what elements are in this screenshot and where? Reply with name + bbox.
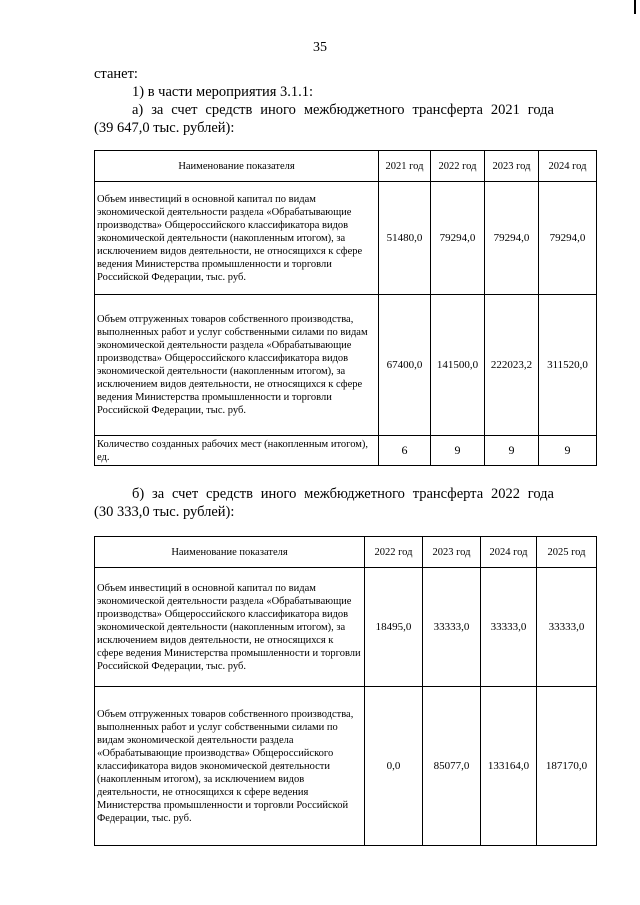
page-number: 35 bbox=[313, 40, 327, 55]
table-b-row-name: Объем инвестиций в основной капитал по видам экономической деятельности раздела «Обрабатывающие производства» Общероссийского классификатора видов экономической деятельности (накопленным итогом), за исключением видов деятельности, не относящихся к сфере ведения Министерства промышленности и торговли Российской Федерации, тыс. руб. bbox=[95, 568, 365, 687]
table-a-cell: 79294,0 bbox=[485, 182, 539, 295]
table-a-cell: 67400,0 bbox=[379, 295, 431, 436]
table-a-header-year: 2024 год bbox=[539, 151, 597, 182]
table-a-cell: 9 bbox=[431, 436, 485, 466]
table-a-header-year: 2023 год bbox=[485, 151, 539, 182]
table-b-cell: 33333,0 bbox=[481, 568, 537, 687]
table-row bbox=[95, 182, 597, 295]
table-a-cell: 6 bbox=[379, 436, 431, 466]
table-b-header-year: 2025 год bbox=[537, 537, 597, 568]
table-a-cell: 51480,0 bbox=[379, 182, 431, 295]
table-b-header-year: 2022 год bbox=[365, 537, 423, 568]
section-a-heading: а) за счет средств иного межбюджетного трансферта 2021 года bbox=[132, 102, 554, 118]
table-b-cell: 187170,0 bbox=[537, 687, 597, 846]
table-a-cell: 141500,0 bbox=[431, 295, 485, 436]
table-a-cell: 222023,2 bbox=[485, 295, 539, 436]
table-a-cell: 9 bbox=[539, 436, 597, 466]
table-a-row-name: Количество созданных рабочих мест (накопленным итогом), ед. bbox=[95, 436, 379, 466]
table-a-cell: 311520,0 bbox=[539, 295, 597, 436]
table-b-header-year: 2023 год bbox=[423, 537, 481, 568]
intro-line-measure: 1) в части мероприятия 3.1.1: bbox=[132, 84, 314, 100]
table-row bbox=[95, 687, 597, 846]
table-b-header-year: 2024 год bbox=[481, 537, 537, 568]
table-b-cell: 18495,0 bbox=[365, 568, 423, 687]
table-b-cell: 33333,0 bbox=[537, 568, 597, 687]
table-row bbox=[95, 436, 597, 466]
section-a-amount: (39 647,0 тыс. рублей): bbox=[94, 120, 235, 136]
table-b-header-name: Наименование показателя bbox=[95, 537, 365, 568]
table-b-row-name: Объем отгруженных товаров собственного производства, выполненных работ и услуг собственными силами по видам экономической деятельности раздела «Обрабатывающие производства» Общероссийского классификатора видов экономической деятельности (накопленным итогом), за исключением видов деятельности, не относящихся к сфере ведения Министерства промышленности и торговли Российской Федерации, тыс. руб. bbox=[95, 687, 365, 846]
table-a-header-year: 2022 год bbox=[431, 151, 485, 182]
scan-edge-mark bbox=[634, 0, 636, 14]
table-b-cell: 133164,0 bbox=[481, 687, 537, 846]
table-a bbox=[94, 150, 597, 466]
table-a-cell: 9 bbox=[485, 436, 539, 466]
table-b-cell: 0,0 bbox=[365, 687, 423, 846]
table-a-row-name: Объем отгруженных товаров собственного производства, выполненных работ и услуг собственными силами по видам экономической деятельности раздела «Обрабатывающие производства» Общероссийского классификатора видов экономической деятельности (накопленным итогом), за исключением видов деятельности, не относящихся к сфере ведения Министерства промышленности и торговли Российской Федерации, тыс. руб. bbox=[95, 295, 379, 436]
table-b-header-row bbox=[95, 537, 597, 568]
table-row bbox=[95, 568, 597, 687]
table-a-header-year: 2021 год bbox=[379, 151, 431, 182]
table-a-cell: 79294,0 bbox=[431, 182, 485, 295]
table-row bbox=[95, 295, 597, 436]
table-b-cell: 85077,0 bbox=[423, 687, 481, 846]
table-a-row-name: Объем инвестиций в основной капитал по видам экономической деятельности раздела «Обрабатывающие производства» Общероссийского классификатора видов экономической деятельности (накопленным итогом), за исключением видов деятельности, не относящихся к сфере ведения Министерства промышленности и торговли Российской Федерации, тыс. руб. bbox=[95, 182, 379, 295]
table-a-cell: 79294,0 bbox=[539, 182, 597, 295]
intro-line-became: станет: bbox=[94, 66, 138, 82]
table-a-header-name: Наименование показателя bbox=[95, 151, 379, 182]
table-a-header-row bbox=[95, 151, 597, 182]
table-b bbox=[94, 536, 597, 846]
section-b-heading: б) за счет средств иного межбюджетного трансферта 2022 года bbox=[132, 486, 554, 502]
table-b-cell: 33333,0 bbox=[423, 568, 481, 687]
section-b-amount: (30 333,0 тыс. рублей): bbox=[94, 504, 235, 520]
